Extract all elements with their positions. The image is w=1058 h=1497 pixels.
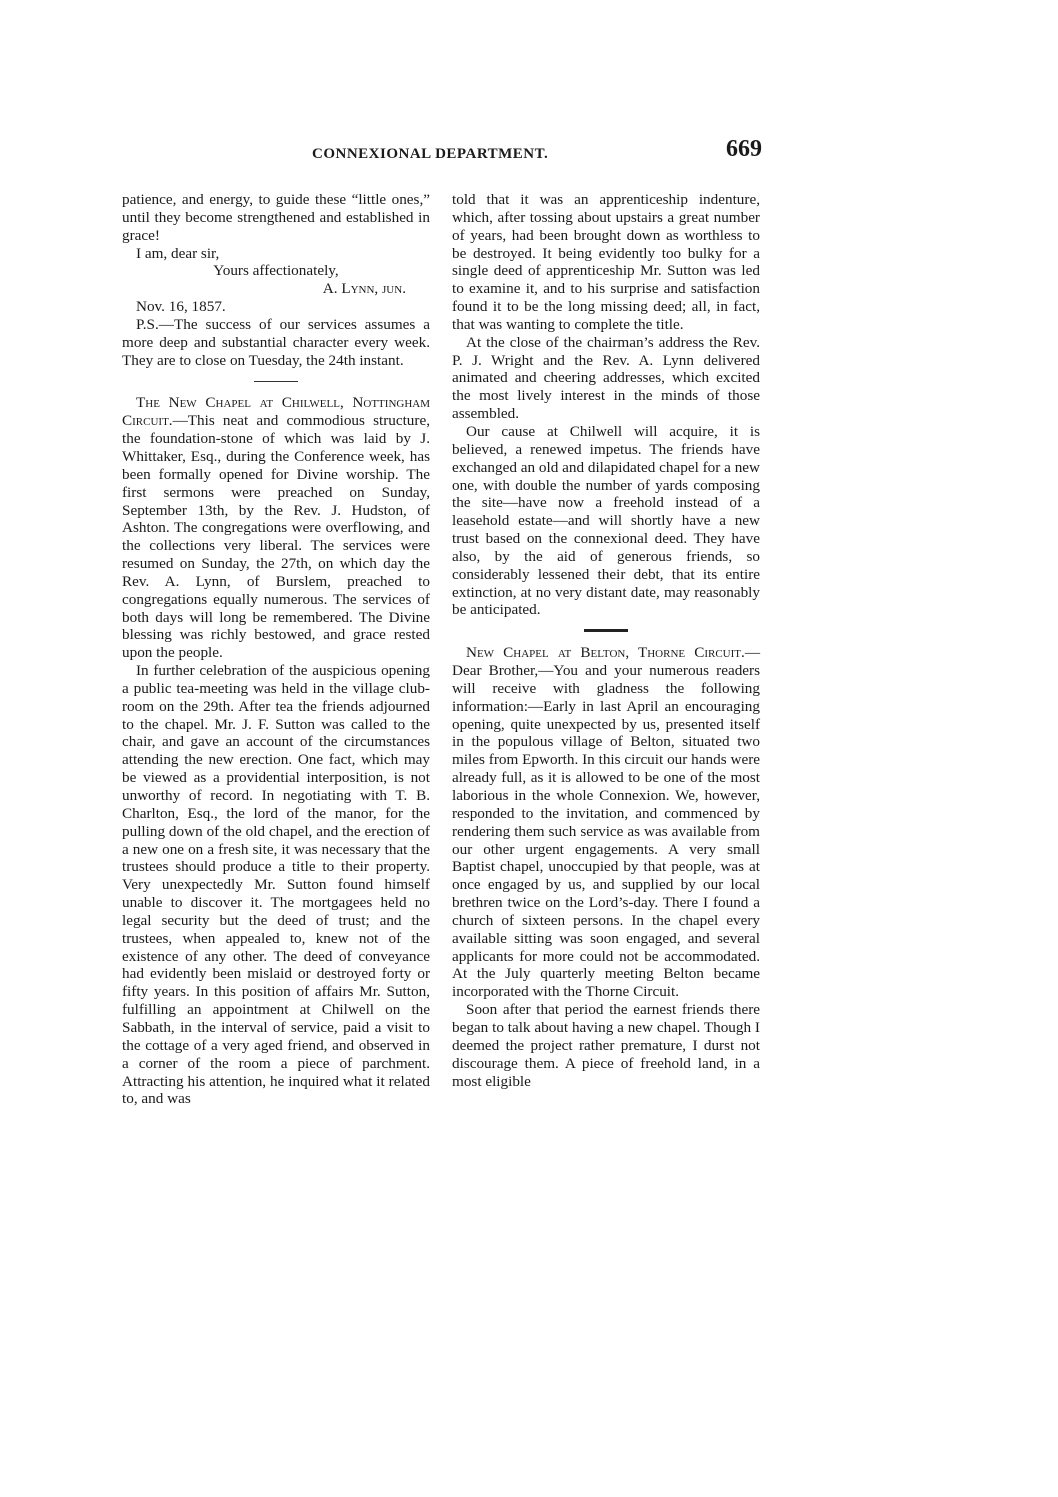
chilwell-paragraph-2: In further celebration of the auspicious opening a public tea-meeting was held in the village club-room on the 29th. After tea the friends adjourned to the chapel. Mr. J. F. Sutton was called to the chair, and gave an account of the circumstances attending the new erection. One fact, which may be viewed as a providential interposition, is not unworthy of record. In negotiating with T. B. Charlton, Esq., the lord of the manor, for the pulling down of the old chapel, and the erection of a new one on a fresh site, it was necessary that the trustees should produce a title to their property. Very unexpectedly Mr. Sutton found himself unable to discover it. The mortgagees held no legal security but the deed of trust; and the trustees, when appealed to, knew not of the existence of any other. The deed of conveyance had evidently been mislaid or destroyed forty or fifty years. In this position of affairs Mr. Sutton, fulfilling an appointment at Chilwell on the Sabbath, in the interval of service, paid a visit to the cottage of a very aged friend, and observed in a corner of the room a piece of parchment. Attracting his attention, he inquired what it related to, and was bbox=[122, 662, 430, 1108]
left-column bbox=[122, 191, 430, 1108]
right-column bbox=[452, 191, 760, 1090]
running-head: CONNEXIONAL DEPARTMENT. bbox=[312, 146, 549, 162]
belton-paragraph-1 bbox=[452, 644, 760, 1001]
chilwell-paragraph-1 bbox=[122, 394, 430, 662]
opening-paragraph: patience, and energy, to guide these “little ones,” until they become strengthened and established in grace! bbox=[122, 191, 430, 244]
postscript: P.S.—The success of our services assumes a more deep and substantial character every week. They are to close on Tuesday, the 24th instant. bbox=[122, 315, 430, 369]
page-header bbox=[122, 136, 762, 172]
chairman-paragraph: At the close of the chairman’s address the Rev. P. J. Wright and the Rev. A. Lynn delivered animated and cheering addresses, which excited the most lively interest in the minds of those assembled. bbox=[452, 333, 760, 423]
letter-closing: I am, dear sir, bbox=[136, 244, 220, 262]
chilwell-paragraph-1-text: —This neat and commodious structure, the foundation-stone of which was laid by J. Whittaker, Esq., during the Conference week, has been formally opened for Divine worship. The first sermons were preached on Sunday, September 13th, by the Rev. J. Hudston, of Ashton. The congregations were overflowing, and the collections very liberal. The services were resumed on Sunday, the 27th, on which day the Rev. A. Lynn, of Burslem, preached to congregations equally numerous. The services of both days will long be remembered. The Divine blessing was richly bestowed, and grace rested upon the people. bbox=[122, 412, 430, 662]
belton-heading: New Chapel at Belton, Thorne Circuit. bbox=[466, 644, 745, 662]
belton-paragraph-2: Soon after that period the earnest friends there began to talk about having a new chapel. Though I deemed the project rather premature, I durst not discourage them. A piece of freehold land, in a most eligible bbox=[452, 1001, 760, 1090]
section-divider bbox=[584, 629, 628, 632]
letter-signature: A. Lynn, jun. bbox=[322, 280, 406, 298]
cause-paragraph: Our cause at Chilwell will acquire, it is believed, a renewed impetus. The friends have exchanged an old and dilapidated chapel for a new one, with double the number of yards composing the site—have now a freehold instead of a leasehold estate—and will shortly have a new trust based on the connexional deed. They have also, by the aid of generous friends, so considerably lessened their debt, that its entire extinction, at no very distant date, may reasonably be anticipated. bbox=[452, 422, 760, 619]
section-divider bbox=[254, 381, 298, 382]
page-number: 669 bbox=[726, 136, 762, 162]
letter-valediction: Yours affectionately, bbox=[213, 262, 339, 280]
belton-paragraph-1-text: —Dear Brother,—You and your numerous readers will receive with gladness the following information:—Early in last April an encouraging opening, quite unexpected by us, presented itself in the populous village of Belton, situated two miles from Epworth. In this circuit our hands were already full, as it is allowed to be one of the most laborious in the whole Connexion. We, however, responded to the invitation, and commenced by rendering them such service as was available from our other urgent engagements. A very small Baptist chapel, unoccupied by that people, was at once engaged by us, and supplied by our local brethren twice on the Lord’s-day. There I found a church of sixteen persons. In the chapel every available sitting was soon engaged, and several applicants for more could not be accommodated. At the July quarterly meeting Belton became incorporated with the Thorne Circuit. bbox=[452, 644, 760, 1001]
letter-date: Nov. 16, 1857. bbox=[136, 298, 226, 316]
chilwell-heading: The New Chapel at Chilwell, Nottingham Circuit. bbox=[122, 394, 430, 430]
continued-paragraph: told that it was an apprenticeship indenture, which, after tossing about upstairs a great number of years, had been brought down as worthless to be destroyed. It being evidently too bulky for a single deed of apprenticeship Mr. Sutton was led to examine it, and to his surprise and satisfaction found it to be the long missing deed; all, in fact, that was wanting to complete the title. bbox=[452, 191, 760, 333]
